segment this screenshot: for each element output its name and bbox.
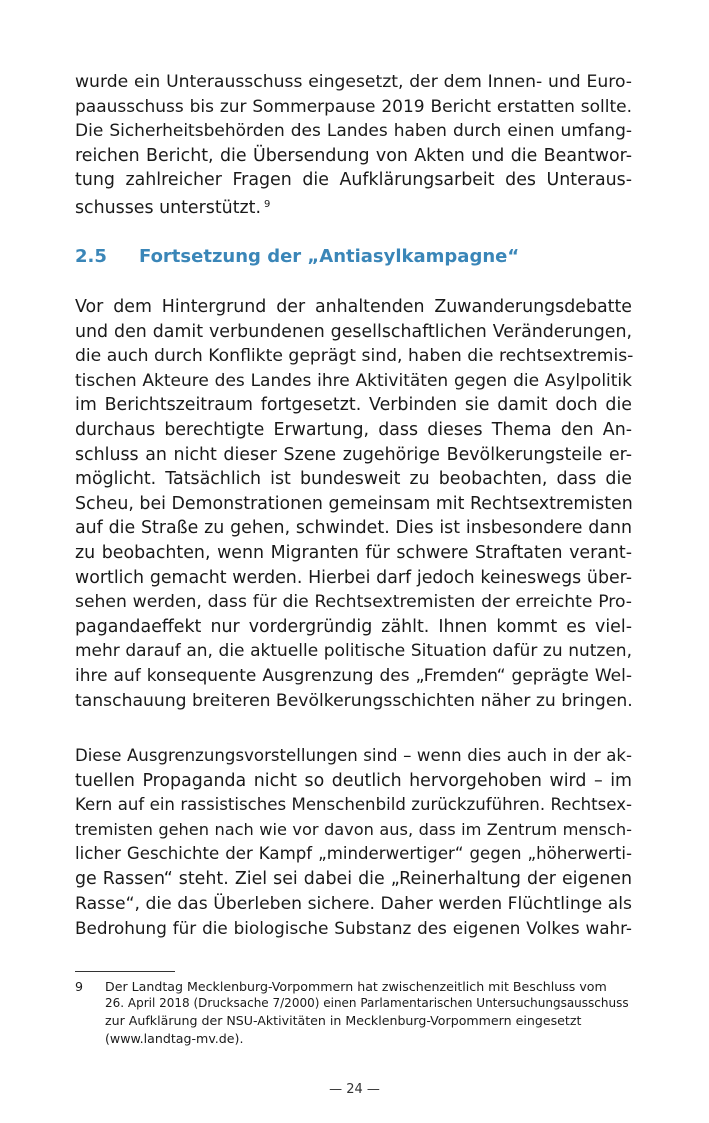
page-number: — 24 — <box>329 1082 380 1097</box>
text-line: tuellen Propaganda nicht so deutlich hervorgehoben wird – im <box>75 770 632 791</box>
text-line: auf die Straße zu gehen, schwindet. Dies ist insbesondere dann <box>75 518 632 539</box>
section-heading <box>75 245 632 269</box>
text-line-content: schusses unterstützt. <box>75 197 261 218</box>
text-line: durchaus berechtigte Erwartung, dass dieses Thema den An- <box>75 419 632 440</box>
text-line: zu beobachten, wenn Migranten für schwere Straftaten verant- <box>75 542 632 563</box>
section-title: Fortsetzung der „Antiasylkampagne“ <box>139 246 520 267</box>
section-number: 2.5 <box>75 246 107 267</box>
text-line: tung zahlreicher Fragen die Aufklärungsarbeit des Unteraus- <box>75 170 632 191</box>
text-line: schluss an nicht dieser Szene zugehörige Bevölkerungsteile er- <box>75 444 632 465</box>
paragraph-racism <box>75 744 632 941</box>
text-line-last: tanschauung breiteren Bevölkerungsschichten näher zu bringen. <box>75 690 633 711</box>
footnote-text <box>105 978 632 1047</box>
text-line: reichen Bericht, die Übersendung von Akten und die Beantwor- <box>75 145 632 166</box>
text-line: im Berichtszeitraum fortgesetzt. Verbinden sie damit doch die <box>75 395 632 416</box>
text-line: licher Geschichte der Kampf „minderwertiger“ gegen „höherwerti- <box>75 844 632 864</box>
text-line: tremisten gehen nach wie vor davon aus, dass im Zentrum mensch- <box>75 819 632 839</box>
text-line: möglicht. Tatsächlich ist bundesweit zu beobachten, dass die <box>75 469 632 490</box>
text-line: wortlich gemacht werden. Hierbei darf jedoch keineswegs über- <box>75 567 632 588</box>
text-line: paausschuss bis zur Sommerpause 2019 Bericht erstatten sollte. <box>75 96 632 117</box>
footnote-line: (www.landtag-mv.de). <box>105 1030 244 1046</box>
text-line: Diese Ausgrenzungsvorstellungen sind – wenn dies auch in der ak- <box>75 746 632 765</box>
footnote-line: zur Aufklärung der NSU-Aktivitäten in Mecklenburg-Vorpommern eingesetzt <box>105 1013 582 1029</box>
footnote-divider <box>75 971 175 972</box>
footnote-line: 26. April 2018 (Drucksache 7/2000) einen Parlamentarischen Untersuchungsausschuss <box>105 996 629 1011</box>
paragraph-intro <box>75 70 632 218</box>
text-line: ihre auf konsequente Ausgrenzung des „Fremden“ geprägte Wel- <box>75 665 632 686</box>
text-line: pagandaeffekt nur vordergründig zählt. Ihnen kommt es viel- <box>75 616 632 637</box>
text-line: ge Rassen“ steht. Ziel sei dabei die „Reinerhaltung der eigenen <box>75 868 632 889</box>
text-line: Vor dem Hintergrund der anhaltenden Zuwanderungsdebatte <box>75 297 632 317</box>
text-line: Die Sicherheitsbehörden des Landes haben durch einen umfang- <box>75 121 632 142</box>
text-line: Rasse“, die das Überleben sichere. Daher werden Flüchtlinge als <box>75 893 632 914</box>
text-line: wurde ein Unterausschuss eingesetzt, der dem Innen- und Euro- <box>75 72 632 92</box>
text-line: die auch durch Konflikte geprägt sind, haben die rechtsextremis- <box>75 346 634 367</box>
text-line: sehen werden, dass für die Rechtsextremisten der erreichte Pro- <box>75 592 632 613</box>
footnote-reference[interactable]: 9 <box>263 198 271 210</box>
footnote-number: 9 <box>75 979 84 994</box>
text-line: mehr darauf an, die aktuelle politische Situation dafür zu nutzen, <box>75 641 632 662</box>
text-line: Bedrohung für die biologische Substanz des eigenen Volkes wahr- <box>75 918 632 939</box>
text-line: tischen Akteure des Landes ihre Aktivitäten gegen die Asylpolitik <box>75 370 632 391</box>
footnote-line: Der Landtag Mecklenburg-Vorpommern hat zwischenzeitlich mit Beschluss vom <box>105 979 607 994</box>
text-line-last <box>75 193 632 218</box>
text-line: und den damit verbundenen gesellschaftlichen Veränderungen, <box>75 321 632 342</box>
text-line: Kern auf ein rassistisches Menschenbild zurückzuführen. Rechtsex- <box>75 795 632 815</box>
text-line: Scheu, bei Demonstrationen gemeinsam mit Rechtsextremisten <box>75 493 633 514</box>
paragraph-background <box>75 295 632 713</box>
